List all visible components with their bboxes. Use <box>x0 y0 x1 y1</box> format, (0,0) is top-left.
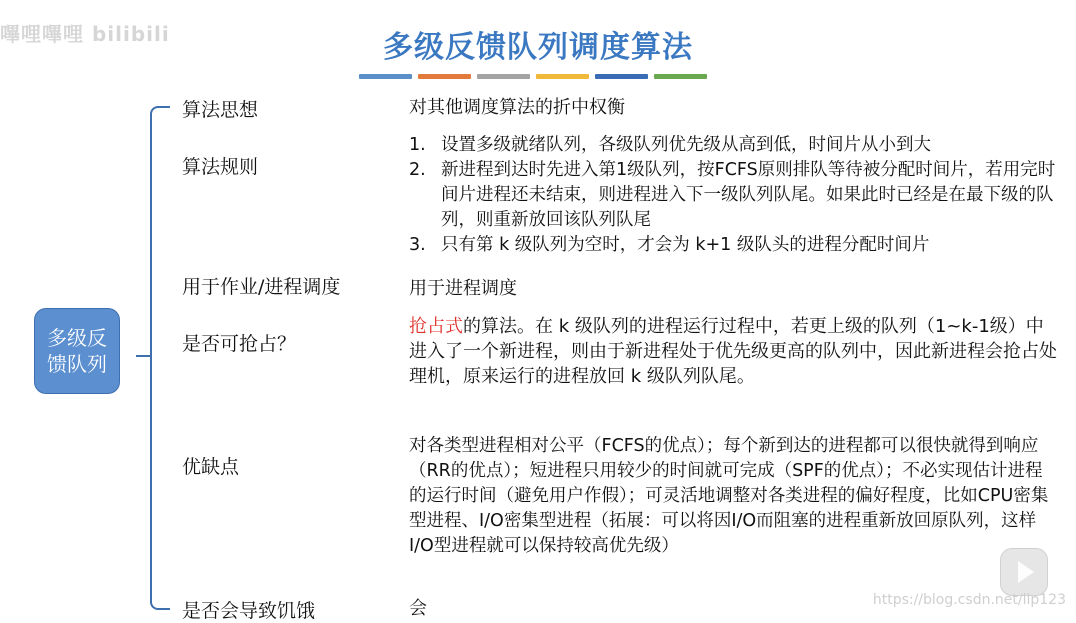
rule-number: 3. <box>409 235 426 255</box>
label-preempt: 是否可抢占？ <box>182 333 297 355</box>
watermark-bottom: https://blog.csdn.net/llp123 <box>872 592 1066 608</box>
value-starvation: 会 <box>409 598 427 619</box>
color-bar-segment <box>536 74 589 79</box>
rule-number: 1. <box>409 135 426 155</box>
label-starvation: 是否会导致饥饿 <box>182 600 316 622</box>
preempt-highlight: 抢占式 <box>409 316 463 337</box>
value-rules <box>409 133 1059 258</box>
rule-text: 只有第 k 级队列为空时，才会为 k+1 级队头的进程分配时间片 <box>441 235 930 255</box>
color-bar-segment <box>595 74 648 79</box>
label-pros-cons: 优缺点 <box>182 456 240 478</box>
value-preempt <box>409 314 1059 389</box>
rule-text: 设置多级就绪队列，各级队列优先级从高到低，时间片从小到大 <box>441 135 931 155</box>
rule-item-2 <box>409 158 1059 233</box>
color-bar-segment <box>654 74 707 79</box>
preempt-text: 的算法。在 k 级队列的进程运行过程中，若更上级的队列（1~k-1级）中进入了一个新进程，则由于新进程处于优先级更高的队列中，因此新进程会抢占处理机，原来运行的进程放回 k 级队列队尾。 <box>409 316 1057 387</box>
value-idea: 对其他调度算法的折中权衡 <box>409 97 625 118</box>
bracket-connector <box>136 355 150 357</box>
root-node: 多级反馈队列 <box>34 308 120 394</box>
value-usage: 用于进程调度 <box>409 278 517 299</box>
rule-text: 新进程到达时先进入第1级队列，按FCFS原则排队等待被分配时间片，若用完时间片进程还未结束，则进程进入下一级队列队尾。如果此时已经是在最下级的队列，则重新放回该队列队尾 <box>441 160 1056 230</box>
label-usage: 用于作业/进程调度 <box>182 276 341 298</box>
rule-number: 2. <box>409 160 426 180</box>
label-rules: 算法规则 <box>182 156 259 178</box>
color-bar-segment <box>477 74 530 79</box>
color-bar-segment <box>359 74 412 79</box>
rule-item-3 <box>409 233 1059 258</box>
label-idea: 算法思想 <box>182 99 259 121</box>
play-icon[interactable] <box>1000 548 1048 596</box>
rule-item-1 <box>409 133 1059 158</box>
value-pros-cons: 对各类型进程相对公平（FCFS的优点）；每个新到达的进程都可以很快就得到响应（RR的优点）；短进程只用较少的时间就可完成（SPF的优点）；不必实现估计进程的运行时间（避免用户作假）；可灵活地调整对各类进程的偏好程度，比如CPU密集型进程、I/O密集型进程（拓展：可以将因I/O而阻塞的进程重新放回原队列，这样I/O型进程就可以保持较高优先级） <box>409 436 1049 556</box>
tree-bracket <box>150 106 170 610</box>
title-color-bar <box>359 74 707 79</box>
color-bar-segment <box>418 74 471 79</box>
page-title: 多级反馈队列调度算法 <box>383 30 693 65</box>
watermark-top: 嗶哩嗶哩 bilibili <box>0 22 170 46</box>
